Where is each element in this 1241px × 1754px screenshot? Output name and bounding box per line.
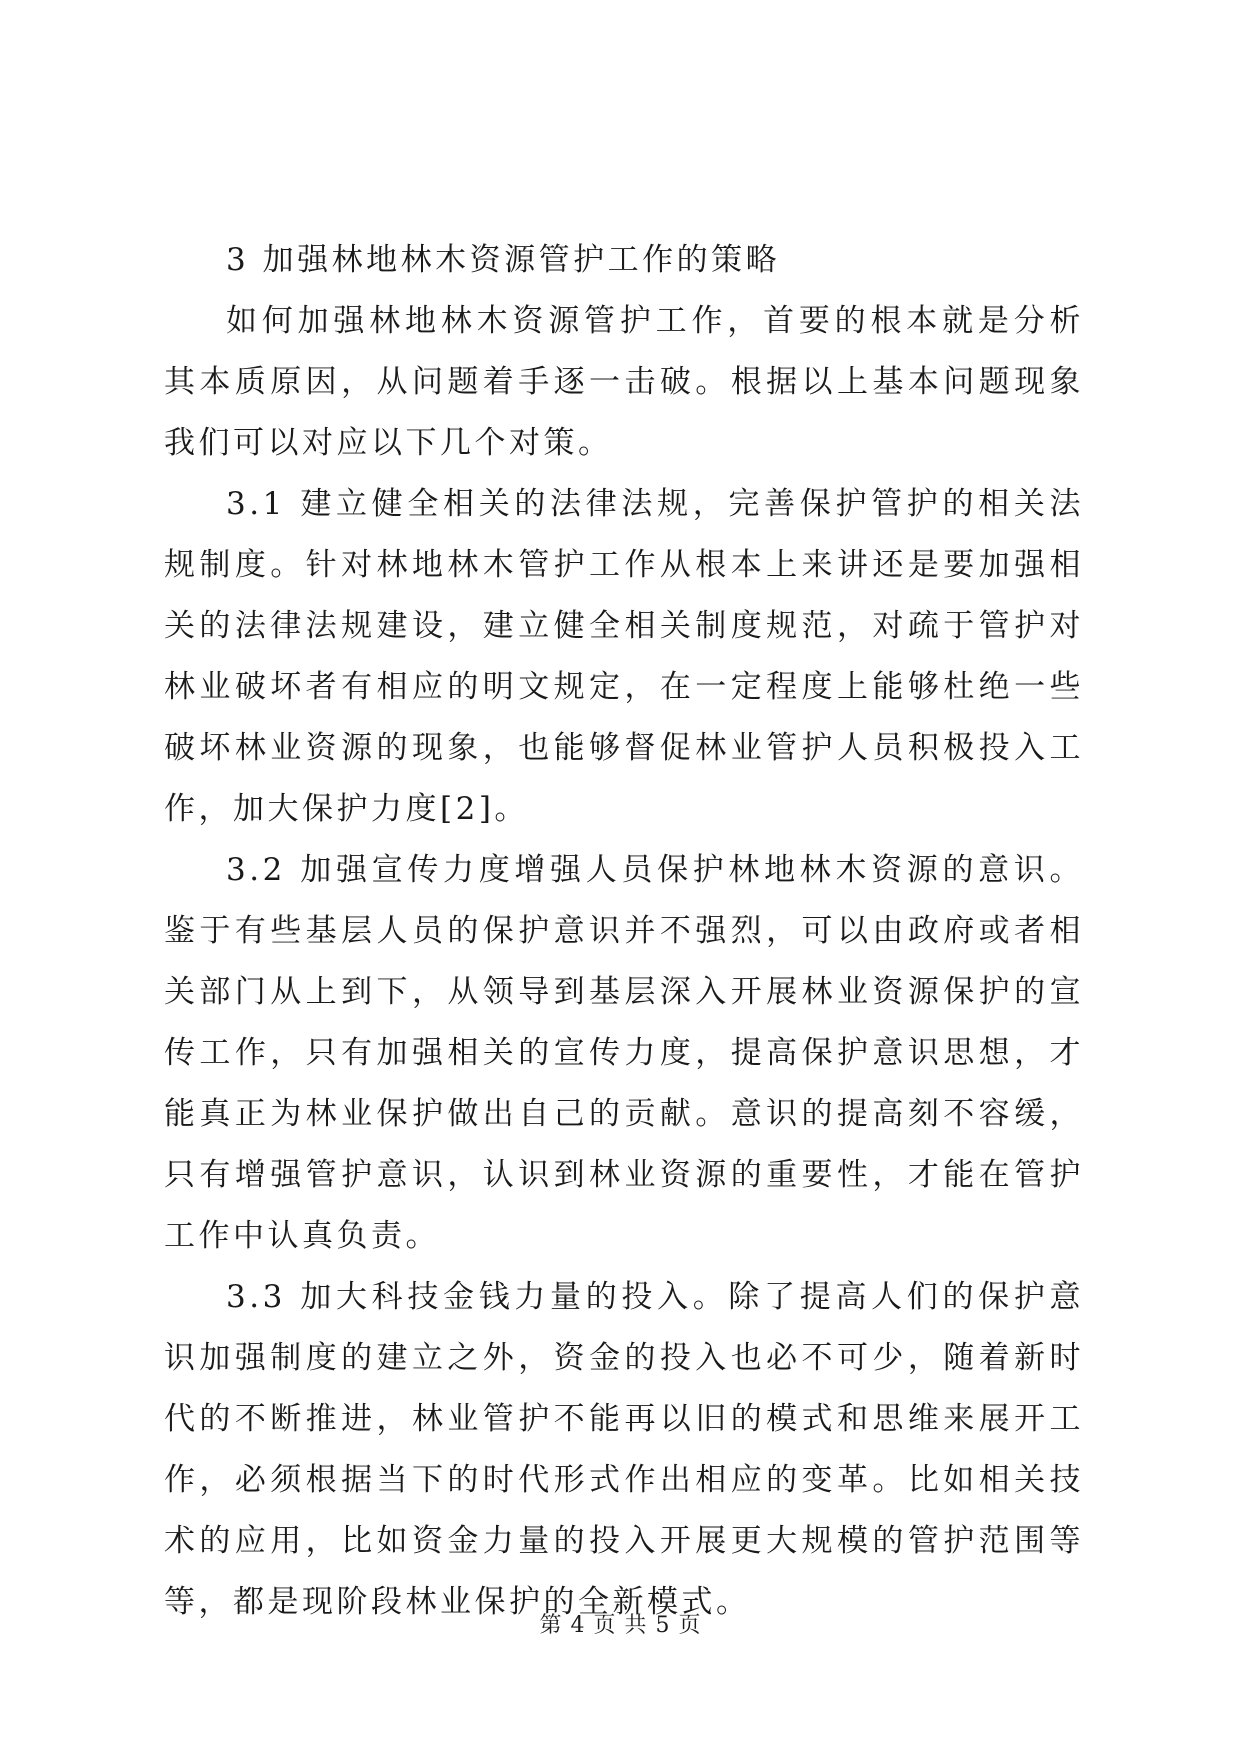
paragraph-intro: 如何加强林地林木资源管护工作，首要的根本就是分析其本质原因，从问题着手逐一击破。根据以上基本问题现象我们可以对应以下几个对策。 bbox=[164, 303, 1084, 461]
document-body bbox=[164, 230, 1084, 1633]
page-number-footer: 第 4 页 共 5 页 bbox=[539, 1613, 702, 1638]
section-heading: 3 加强林地林木资源管护工作的策略 bbox=[226, 242, 781, 278]
paragraph-3-1: 3.1 建立健全相关的法律法规，完善保护管护的相关法规制度。针对林地林木管护工作从根本上来讲还是要加强相关的法律法规建设，建立健全相关制度规范，对疏于管护对林业破坏者有相应的明文规定，在一定程度上能够杜绝一些破坏林业资源的现象，也能够督促林业管护人员积极投入工作，加大保护力度[2]。 bbox=[164, 486, 1084, 827]
paragraph-3-2: 3.2 加强宣传力度增强人员保护林地林木资源的意识。鉴于有些基层人员的保护意识并不强烈，可以由政府或者相关部门从上到下，从领导到基层深入开展林业资源保护的宣传工作，只有加强相关的宣传力度，提高保护意识思想，才能真正为林业保护做出自己的贡献。意识的提高刻不容缓，只有增强管护意识，认识到林业资源的重要性，才能在管护工作中认真负责。 bbox=[164, 852, 1084, 1254]
paragraph-3-3: 3.3 加大科技金钱力量的投入。除了提高人们的保护意识加强制度的建立之外，资金的投入也必不可少，随着新时代的不断推进，林业管护不能再以旧的模式和思维来展开工作，必须根据当下的时代形式作出相应的变革。比如相关技术的应用，比如资金力量的投入开展更大规模的管护范围等等，都是现阶段林业保护的全新模式。 bbox=[164, 1279, 1084, 1620]
